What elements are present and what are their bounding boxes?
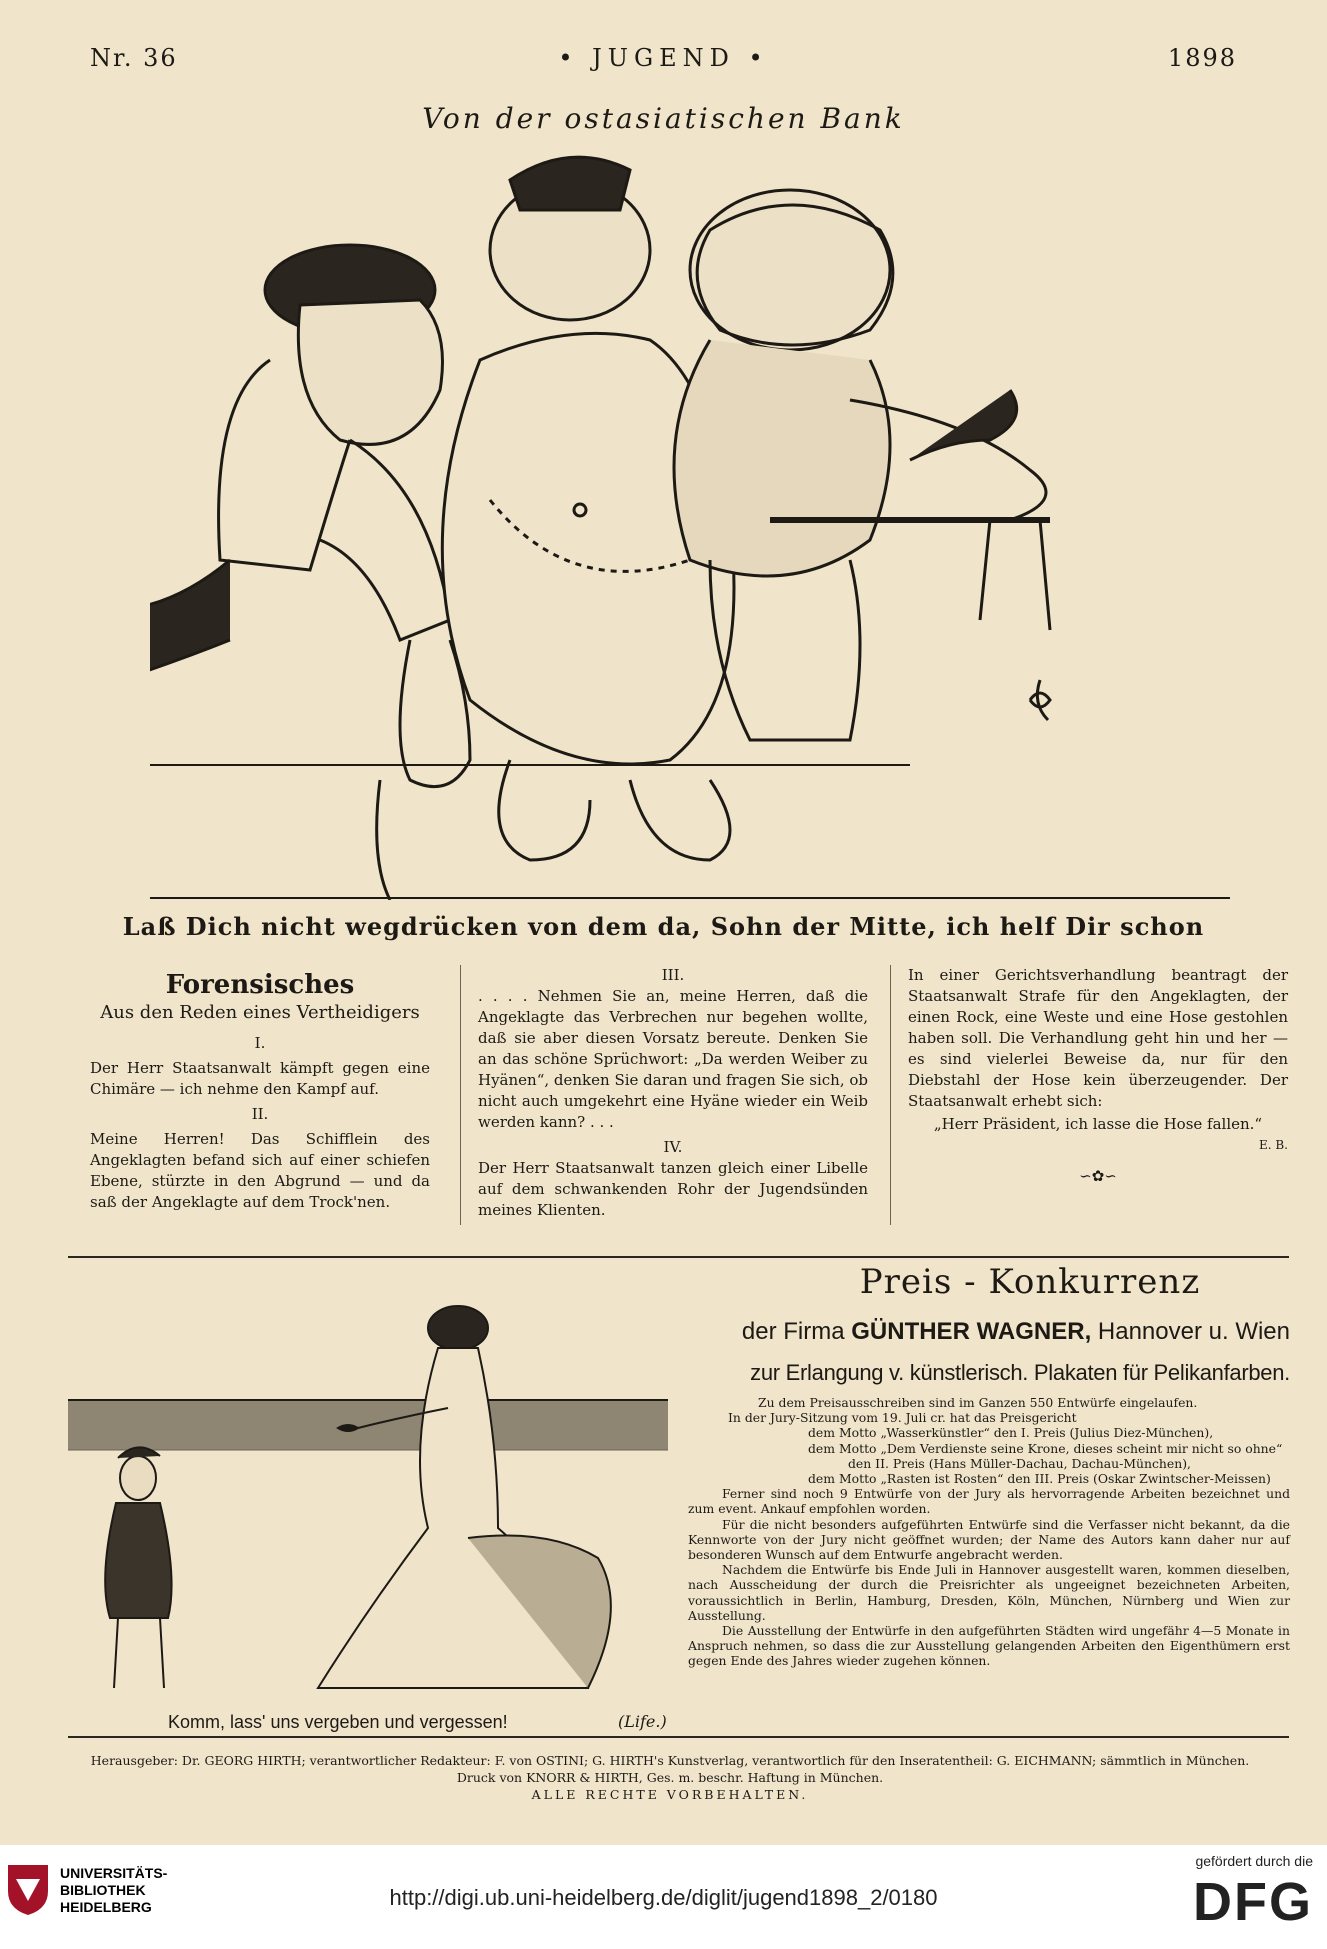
page-header bbox=[90, 38, 1237, 78]
ad-paragraph: Die Ausstellung der Entwürfe in den aufgeführten Städten wird ungefähr 4—5 Monate in Anspruch nehmen, so dass die zur Ausstellung gelangenden Arbeiten den Eigenthümern erst gegen Ende des Jahres wieder zugehen können. bbox=[688, 1623, 1290, 1669]
digitization-footer bbox=[0, 1845, 1327, 1949]
ad-firm-prefix: der Firma bbox=[741, 1318, 852, 1345]
library-name-line: HEIDELBERG bbox=[60, 1899, 152, 1915]
author-signature: E. B. bbox=[1258, 1138, 1288, 1152]
ad-title: Preis - Konkurrenz bbox=[859, 1262, 1201, 1302]
column-divider bbox=[460, 965, 461, 1225]
life-caption: Komm, lass' uns vergeben und vergessen! bbox=[168, 1712, 508, 1732]
library-name-line: BIBLIOTHEK bbox=[60, 1882, 146, 1898]
issue-number: Nr. 36 bbox=[90, 44, 178, 72]
imprint-printer: Druck von KNORR & HIRTH, Ges. m. beschr. Haftung in München. bbox=[456, 1770, 884, 1785]
column-divider bbox=[890, 965, 891, 1225]
section-text: Der Herr Staatsanwalt tanzen gleich einer Libelle auf dem schwankenden Rohr der Jugendsünden meines Klienten. bbox=[478, 1159, 868, 1219]
section-number: IV. bbox=[663, 1138, 683, 1156]
cartoon-illustration bbox=[150, 140, 1250, 900]
section-number: III. bbox=[661, 966, 685, 984]
ad-firm bbox=[690, 1318, 1290, 1346]
ad-paragraph: In der Jury-Sitzung vom 19. Juli cr. hat das Preisgericht bbox=[728, 1410, 1077, 1426]
journal-title: • JUGEND • bbox=[558, 44, 769, 72]
anecdote-quote: „Herr Präsident, ich lasse die Hose fallen.“ bbox=[933, 1115, 1263, 1133]
ad-paragraph: Zu dem Preisausschreiben sind im Ganzen 550 Entwürfe eingelaufen. bbox=[758, 1395, 1198, 1410]
section-rule bbox=[68, 1256, 1289, 1258]
life-source: (Life.) bbox=[618, 1712, 667, 1731]
dfg-wordmark: DFG bbox=[1193, 1872, 1313, 1932]
ornament-icon: ∽✿∽ bbox=[1079, 1167, 1117, 1185]
ad-paragraph: dem Motto „Wasserkünstler“ den I. Preis (Julius Diez-München), bbox=[808, 1425, 1214, 1441]
library-name-line: UNIVERSITÄTS- bbox=[60, 1865, 168, 1881]
ad-body bbox=[688, 1395, 1290, 1669]
page-url-link[interactable]: http://digi.ub.uni-heidelberg.de/diglit/jugend1898_2/0180 bbox=[389, 1885, 938, 1910]
ad-paragraph: Ferner sind noch 9 Entwürfe von der Jury als hervorragende Arbeiten bezeichnet und zum event. Ankauf empfohlen worden. bbox=[688, 1486, 1290, 1517]
imprint-publisher: Herausgeber: Dr. GEORG HIRTH; verantwortlicher Redakteur: F. von OSTINI; G. HIRTH's Kunstverlag, verantwortlich für den Inseratentheil: G. EICHMANN; sämmtlich in München. bbox=[90, 1753, 1250, 1768]
ad-paragraph: dem Motto „Rasten ist Rosten“ den III. Preis (Oskar Zwintscher-Meissen) bbox=[808, 1471, 1271, 1487]
imprint bbox=[60, 1752, 1280, 1803]
cartoon-headline: Von der ostasiatischen Bank bbox=[422, 102, 905, 135]
ad-paragraph: den II. Preis (Hans Müller-Dachau, Dachau-München), bbox=[848, 1455, 1191, 1471]
ad-paragraph: Für die nicht besonders aufgeführten Entwürfe sind die Verfasser nicht bekannt, da die Kennworte von der Jury nicht geöffnet wurden; der Name des Autors kann daher nur auf besonderen Wunsch auf dem Entwurfe angebracht werden. bbox=[688, 1516, 1290, 1563]
ad-purpose: zur Erlangung v. künstlerisch. Plakaten für Pelikanfarben. bbox=[750, 1360, 1290, 1385]
forensisches-column bbox=[90, 965, 430, 1213]
ad-paragraph: Nachdem die Entwürfe bis Ende Juli in Hannover ausgestellt waren, kommen dieselben, nach Ausscheidung der durch die Preisrichter als ungeeignet bezeichneten Arbeiten, voraussichtlich in Berlin, Hamburg, Dresden, Köln, München, Nürnberg und Wien zur Ausstellung. bbox=[688, 1562, 1290, 1623]
year: 1898 bbox=[1167, 44, 1237, 72]
section-rule bbox=[68, 1736, 1289, 1738]
cartoon-caption: Laß Dich nicht wegdrücken von dem da, Sohn der Mitte, ich helf Dir schon bbox=[122, 912, 1205, 941]
imprint-rights: ALLE RECHTE VORBEHALTEN. bbox=[531, 1787, 809, 1802]
section-text: Der Herr Staatsanwalt kämpft gegen eine Chimäre — ich nehme den Kampf auf. bbox=[90, 1059, 430, 1098]
right-column bbox=[908, 965, 1288, 1187]
ad-firm-name: GÜNTHER WAGNER, bbox=[851, 1318, 1092, 1345]
article-subtitle: Aus den Reden eines Vertheidigers bbox=[100, 1002, 420, 1023]
funded-by-label: gefördert durch die bbox=[1195, 1853, 1313, 1869]
dfg-logo[interactable] bbox=[1193, 1853, 1313, 1933]
section-text: Meine Herren! Das Schifflein des Angeklagten befand sich auf einer schiefen Ebene, stürzte in den Abgrund — und da saß der Angeklagte auf dem Trock'nen. bbox=[90, 1130, 430, 1211]
article-title: Forensisches bbox=[165, 970, 355, 1000]
life-illustration bbox=[68, 1288, 668, 1708]
ad-firm-location: Hannover u. Wien bbox=[1091, 1318, 1290, 1345]
section-number: I. bbox=[254, 1034, 266, 1052]
anecdote-text: In einer Gerichtsverhandlung beantragt der Staatsanwalt Strafe für den Angeklagten, der einen Rock, eine Weste und eine Hose gestohlen haben soll. Die Verhandlung geht hin und her — es sind vielerlei Beweise da, nur für den Diebstahl der Hose kein überzeugender. Der Staatsanwalt erhebt sich: bbox=[908, 966, 1288, 1110]
middle-column bbox=[478, 965, 868, 1221]
section-number: II. bbox=[251, 1105, 269, 1123]
ad-paragraph: dem Motto „Dem Verdienste seine Krone, dieses scheint mir nicht so ohne“ bbox=[808, 1440, 1283, 1456]
section-text: . . . . Nehmen Sie an, meine Herren, daß die Angeklagte das Verbrechen nur begehen wollte, daß sie aber diesen Vorsatz bereute. Denken Sie an das schöne Sprüchwort: „Da werden Weiber zu Hyänen“, denken Sie daran und fragen Sie sich, ob nicht auch umgekehrt eine Hyäne wieder ein Weib werden kann? . . . bbox=[478, 987, 868, 1131]
